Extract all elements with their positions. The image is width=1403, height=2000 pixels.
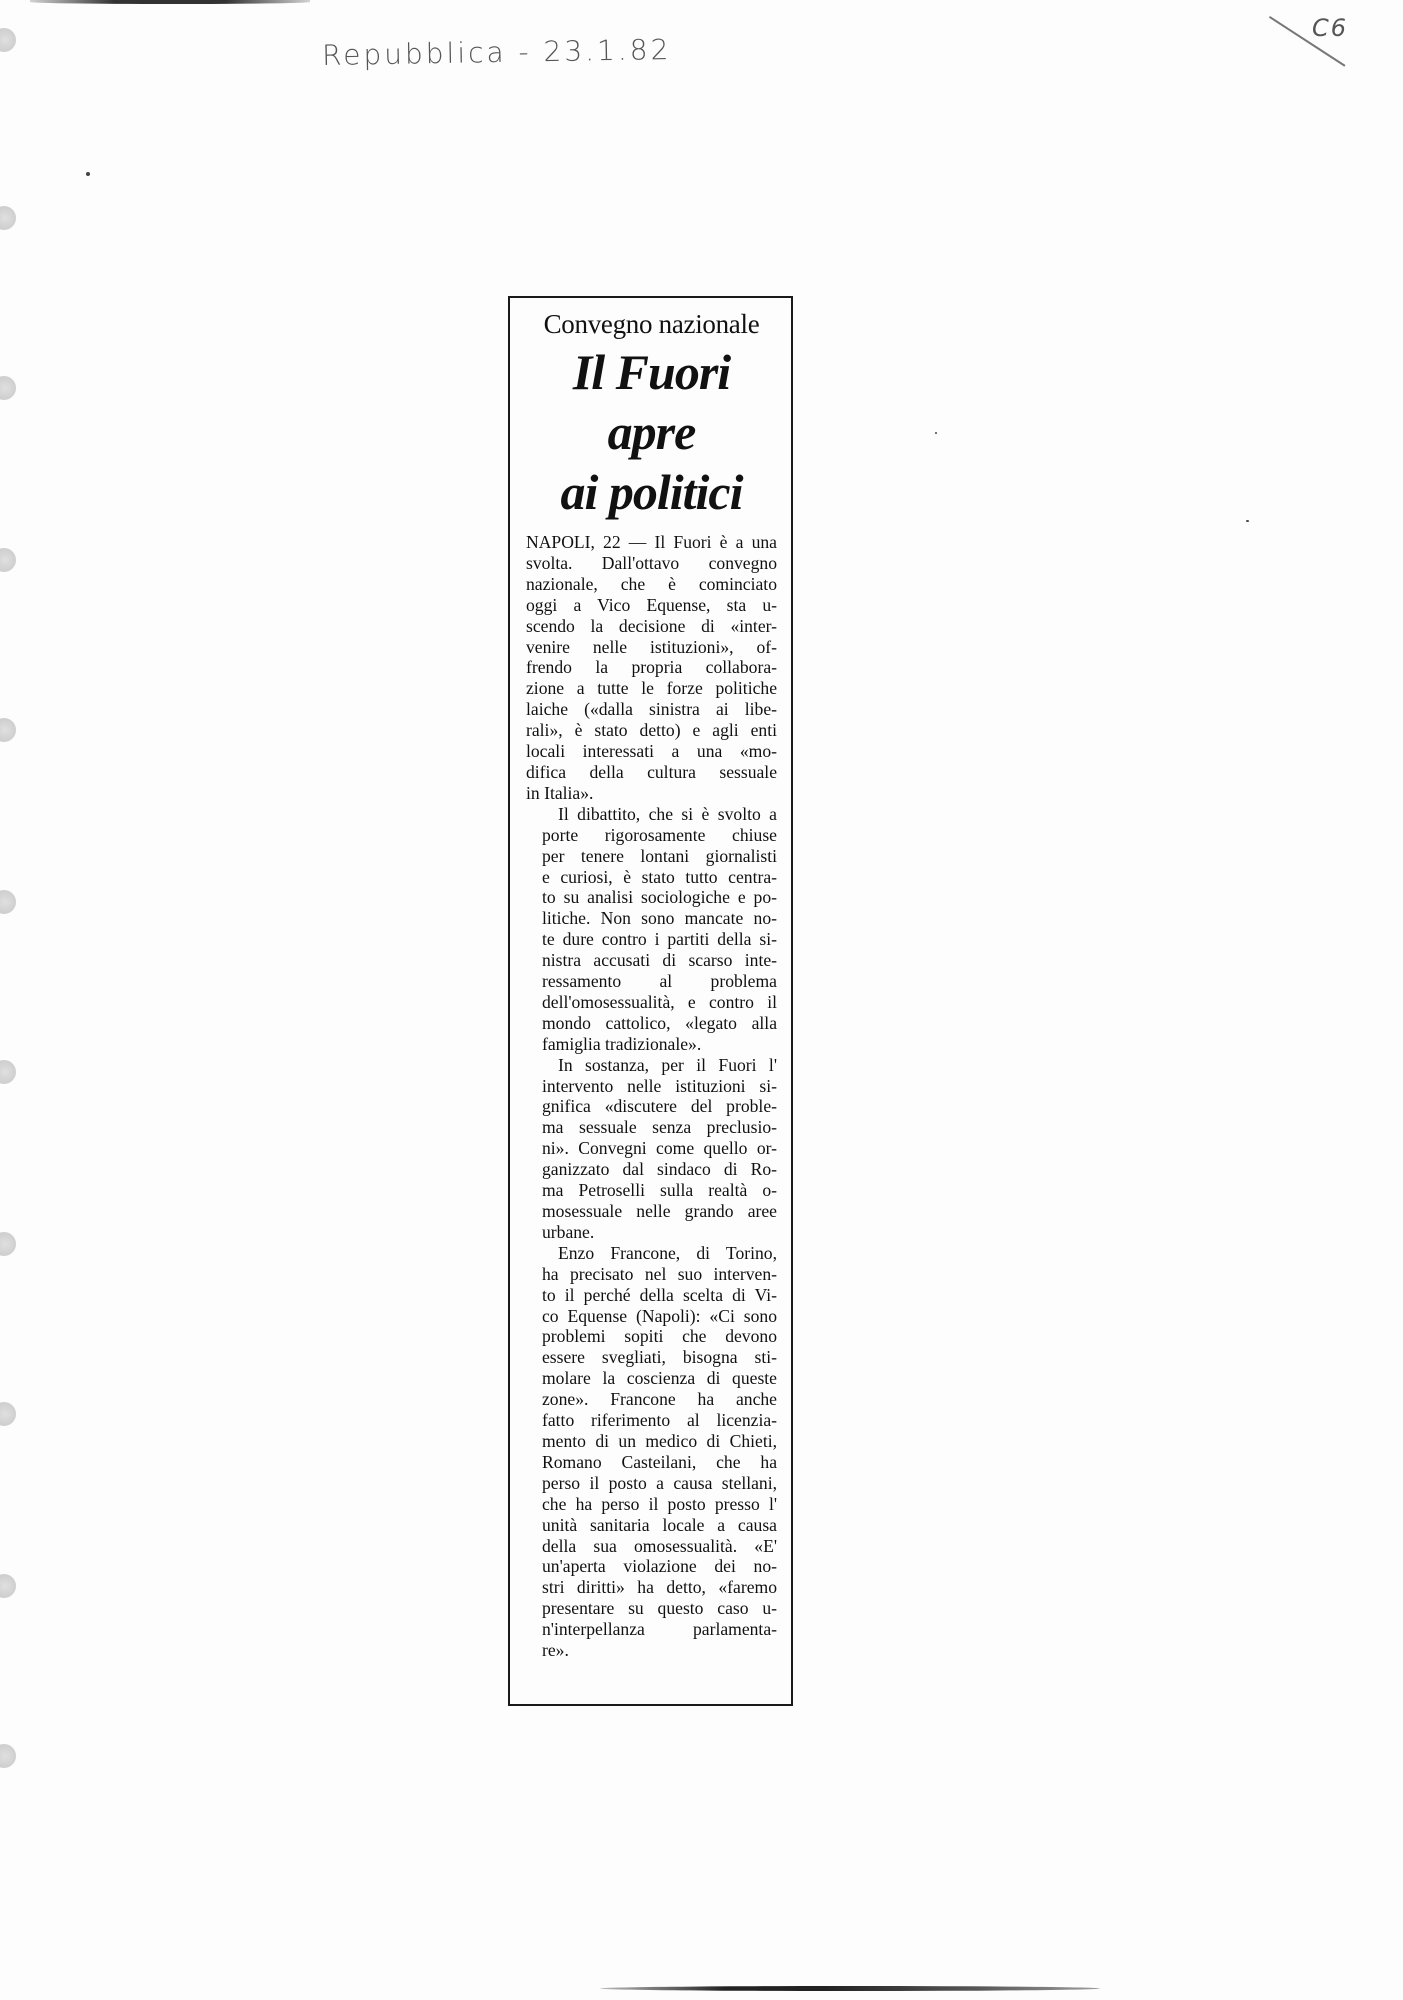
article-line: dell'omosessualità, e contro il (542, 991, 777, 1012)
punch-hole (0, 1744, 16, 1768)
punch-hole (0, 28, 16, 52)
headline-line: ai politici (560, 464, 743, 520)
headline-line: apre (607, 404, 696, 460)
article-line: co Equense (Napoli): «Ci sono (542, 1305, 777, 1326)
article-line: in Italia». (526, 782, 594, 803)
article-line: oggi a Vico Equense, sta u- (526, 594, 777, 615)
article-line: urbane. (542, 1221, 595, 1242)
article-line: della sua omosessualità. «E' (542, 1535, 777, 1556)
headline-line: Il Fuori (572, 344, 731, 400)
scan-speck (1246, 520, 1249, 522)
scan-edge-shadow-bottom (600, 1986, 1100, 1991)
article-body (526, 532, 777, 1661)
punch-hole (0, 1060, 16, 1084)
punch-hole (0, 376, 16, 400)
article-line: Il dibattito, che si è svolto a (558, 803, 777, 824)
article-line: mondo cattolico, «legato alla (542, 1012, 777, 1033)
article-kicker: Convegno nazionale (543, 309, 760, 339)
article-line: to il perché della scelta di Vi- (542, 1284, 777, 1305)
article-paragraph (526, 532, 777, 804)
article-line: locali interessati a una «mo- (526, 741, 777, 762)
article-line: problemi sopiti che devono (542, 1326, 777, 1347)
punch-hole (0, 1402, 16, 1426)
article-line: laiche («dalla sinistra ai libe- (526, 699, 777, 720)
article-line: n'interpellanza parlamenta- (542, 1619, 777, 1640)
article-line: venire nelle istituzioni», of- (526, 636, 777, 657)
article-paragraph (526, 1243, 777, 1661)
article-paragraph (526, 804, 777, 1055)
punch-hole (0, 206, 16, 230)
article-line: In sostanza, per il Fuori l' (558, 1054, 777, 1075)
article-line: frendo la propria collabora- (526, 657, 777, 678)
punch-hole (0, 718, 16, 742)
article-line: scendo la decisione di «inter- (526, 615, 777, 636)
article-line: un'aperta violazione dei no- (542, 1556, 777, 1577)
article-line: unità sanitaria locale a causa (542, 1514, 777, 1535)
article-line: ma Petroselli sulla realtà o- (542, 1180, 777, 1201)
article-line: te dure contro i partiti della si- (542, 929, 777, 950)
article-line: molare la coscienza di queste (542, 1368, 777, 1389)
article-line: to su analisi sociologiche e po- (542, 887, 777, 908)
article-line: e curiosi, è stato tutto centra- (542, 866, 777, 887)
punch-hole (0, 890, 16, 914)
punch-hole (0, 1574, 16, 1598)
article-line: svolta. Dall'ottavo convegno (526, 552, 777, 573)
article-line: zione a tutte le forze politiche (526, 678, 777, 699)
article-line: essere svegliati, bisogna sti- (542, 1347, 777, 1368)
article-line: mosessuale nelle grando aree (542, 1201, 777, 1221)
article-line: ma sessuale senza preclusio- (542, 1117, 777, 1138)
handwritten-source-date: Repubblica - 23.1.82 (321, 32, 672, 73)
article-line: nistra accusati di scarso inte- (542, 950, 777, 971)
article-line: gnifica «discutere del proble- (542, 1096, 777, 1117)
article-line: intervento nelle istituzioni si- (542, 1075, 777, 1096)
article-line: ganizzato dal sindaco di Ro- (542, 1159, 777, 1180)
handwritten-corner-code: C6 (1312, 14, 1349, 42)
punch-hole (0, 548, 16, 572)
article-line: NAPOLI, 22 — Il Fuori è a una (526, 532, 777, 552)
article-line: famiglia tradizionale». (542, 1033, 702, 1054)
article-line: che ha perso il posto presso l' (542, 1493, 777, 1514)
article-line: Romano Casteilani, che ha (542, 1451, 777, 1472)
article-line: Enzo Francone, di Torino, (558, 1242, 777, 1263)
article-line: stri diritti» ha detto, «faremo (542, 1577, 777, 1598)
article-line: ressamento al problema (542, 971, 777, 992)
article-line: fatto riferimento al licenzia- (542, 1410, 777, 1431)
article-line: mento di un medico di Chieti, (542, 1430, 777, 1451)
article-line: presentare su questo caso u- (542, 1598, 777, 1619)
article-line: porte rigorosamente chiuse (542, 824, 777, 845)
article-paragraph (526, 1055, 777, 1243)
article-line: ni». Convegni come quello or- (542, 1138, 777, 1159)
article-line: per tenere lontani giornalisti (542, 845, 777, 866)
scan-speck (935, 432, 937, 434)
article-line: zone». Francone ha anche (542, 1389, 777, 1410)
scan-speck (86, 172, 90, 176)
article-line: ha precisato nel suo interven- (542, 1263, 777, 1284)
article-line: nazionale, che è cominciato (526, 573, 777, 594)
scan-edge-shadow-top (30, 0, 310, 4)
article-line: rali», è stato detto) e agli enti (526, 720, 777, 741)
article-headline (526, 342, 777, 522)
article-line: re». (542, 1640, 569, 1661)
punch-hole (0, 1232, 16, 1256)
newspaper-clipping (508, 296, 793, 1706)
article-line: perso il posto a causa stellani, (542, 1472, 777, 1493)
article-line: difica della cultura sessuale (526, 761, 777, 782)
article-line: litiche. Non sono mancate no- (542, 908, 777, 929)
